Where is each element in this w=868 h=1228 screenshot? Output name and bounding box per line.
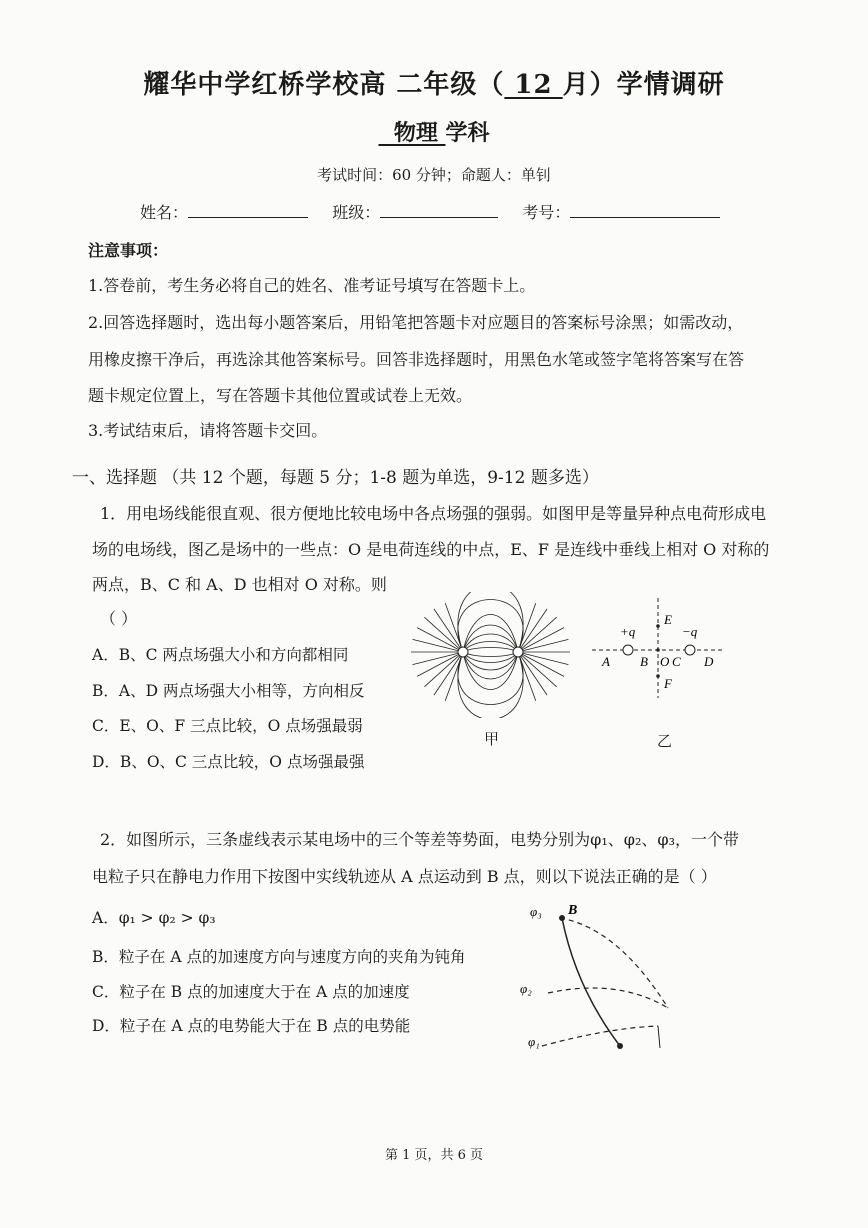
notice-item-2-line-1: 2.回答选择题时，选出每小题答案后，用铅笔把答题卡对应题目的答案标号涂黑；如需改动，	[88, 313, 744, 332]
figure-yi-points	[592, 598, 732, 708]
q2-line-2: 电粒子只在静电力作用下按图中实线轨迹从 A 点运动到 B 点，则以下说法正确的是（ ）	[92, 867, 717, 886]
notice-item-1: 1.答卷前，考生务必将自己的姓名、准考证号填写在答题卡上。	[88, 276, 536, 295]
label-o: O	[660, 654, 670, 669]
label-e: E	[664, 612, 672, 627]
label-d: D	[704, 654, 714, 669]
figure-jia-field-lines	[405, 592, 580, 718]
subject-name: 物理	[378, 120, 446, 146]
exam-title	[0, 64, 868, 101]
student-fields	[140, 200, 720, 223]
notice-item-2-line-3: 题卡规定位置上，写在答题卡其他位置或试卷上无效。	[88, 386, 473, 405]
q1-option-c[interactable]: C．E、O、F 三点比较，O 点场强最弱	[92, 717, 363, 735]
notice-item-2-line-2: 用橡皮擦干净后，再选涂其他答案标号。回答非选择题时，用黑色水笔或签字笔将答案写在答	[88, 350, 745, 369]
class-label: 班级：	[332, 203, 381, 222]
number-field[interactable]	[570, 203, 720, 218]
label-b-point: B	[568, 903, 578, 918]
notice-item-3: 3.考试结束后，请将答题卡交回。	[88, 421, 328, 440]
q2-line-1: 2．如图所示，三条虚线表示某电场中的三个等差等势面，电势分别为φ₁、φ₂、φ₃，一个带	[100, 830, 740, 849]
label-a: A	[602, 654, 610, 669]
q1-line-3: 两点，B、C 和 A、D 也相对 O 对称。则	[92, 575, 387, 594]
negative-charge	[513, 647, 523, 657]
notice-heading: 注意事项：	[88, 241, 169, 260]
q2-option-b[interactable]: B．粒子在 A 点的加速度方向与速度方向的夹角为钝角	[92, 948, 466, 966]
positive-charge	[458, 647, 468, 657]
title-month: 12	[504, 70, 563, 100]
equipotential-phi1	[542, 1026, 658, 1046]
equipotential-phi3	[560, 918, 668, 1008]
q1-answer-paren: （ ）	[100, 609, 138, 628]
q2-option-a[interactable]: A．φ₁ > φ₂ > φ₃	[92, 909, 216, 927]
equipotential-phi2	[548, 988, 668, 1008]
label-plus-q: +q	[620, 624, 636, 639]
subject-suffix: 学科	[445, 120, 490, 146]
q1-line-2: 场的电场线，图乙是场中的一些点：O 是电荷连线的中点，E、F 是连线中垂线上相对 O 对称的	[92, 540, 770, 559]
label-minus-q: −q	[682, 624, 698, 639]
label-phi2: φ₂	[520, 981, 532, 996]
q2-option-d[interactable]: D．粒子在 A 点的电势能大于在 B 点的电势能	[92, 1017, 411, 1035]
class-field[interactable]	[380, 203, 498, 218]
label-b: B	[640, 654, 648, 669]
number-label: 考号：	[522, 203, 571, 222]
q2-option-c[interactable]: C．粒子在 B 点的加速度大于在 A 点的加速度	[92, 983, 410, 1001]
label-phi1: φ₁	[528, 1034, 540, 1049]
exam-info: 考试时间：60 分钟；命题人：单钊	[317, 166, 551, 184]
title-suffix: 月）学情调研	[562, 70, 725, 100]
section-heading: 一、选择题 （共 12 个题，每题 5 分；1-8 题为单选，9-12 题多选）	[72, 468, 599, 488]
figure-equipotential	[518, 898, 688, 1060]
label-f: F	[664, 676, 672, 691]
name-label: 姓名：	[140, 203, 189, 222]
label-phi3: φ₃	[530, 904, 542, 919]
figure-jia-caption: 甲	[484, 730, 500, 748]
figure-yi-caption: 乙	[657, 732, 673, 750]
particle-trajectory	[562, 918, 620, 1046]
label-c: C	[672, 654, 681, 669]
q1-option-d[interactable]: D．B、O、C 三点比较，O 点场强最强	[92, 753, 365, 771]
name-field[interactable]	[188, 203, 308, 218]
q1-line-1: 1．用电场线能很直观、很方便地比较电场中各点场强的强弱。如图甲是等量异种点电荷形成电	[100, 504, 767, 523]
subject-line	[0, 116, 868, 147]
q1-option-b[interactable]: B．A、D 两点场强大小相等，方向相反	[92, 682, 365, 700]
page-number: 第 1 页，共 6 页	[384, 1148, 484, 1163]
q1-option-a[interactable]: A．B、C 两点场强大小和方向都相同	[92, 646, 349, 664]
title-prefix: 耀华中学红桥学校高 二年级（	[143, 70, 505, 100]
